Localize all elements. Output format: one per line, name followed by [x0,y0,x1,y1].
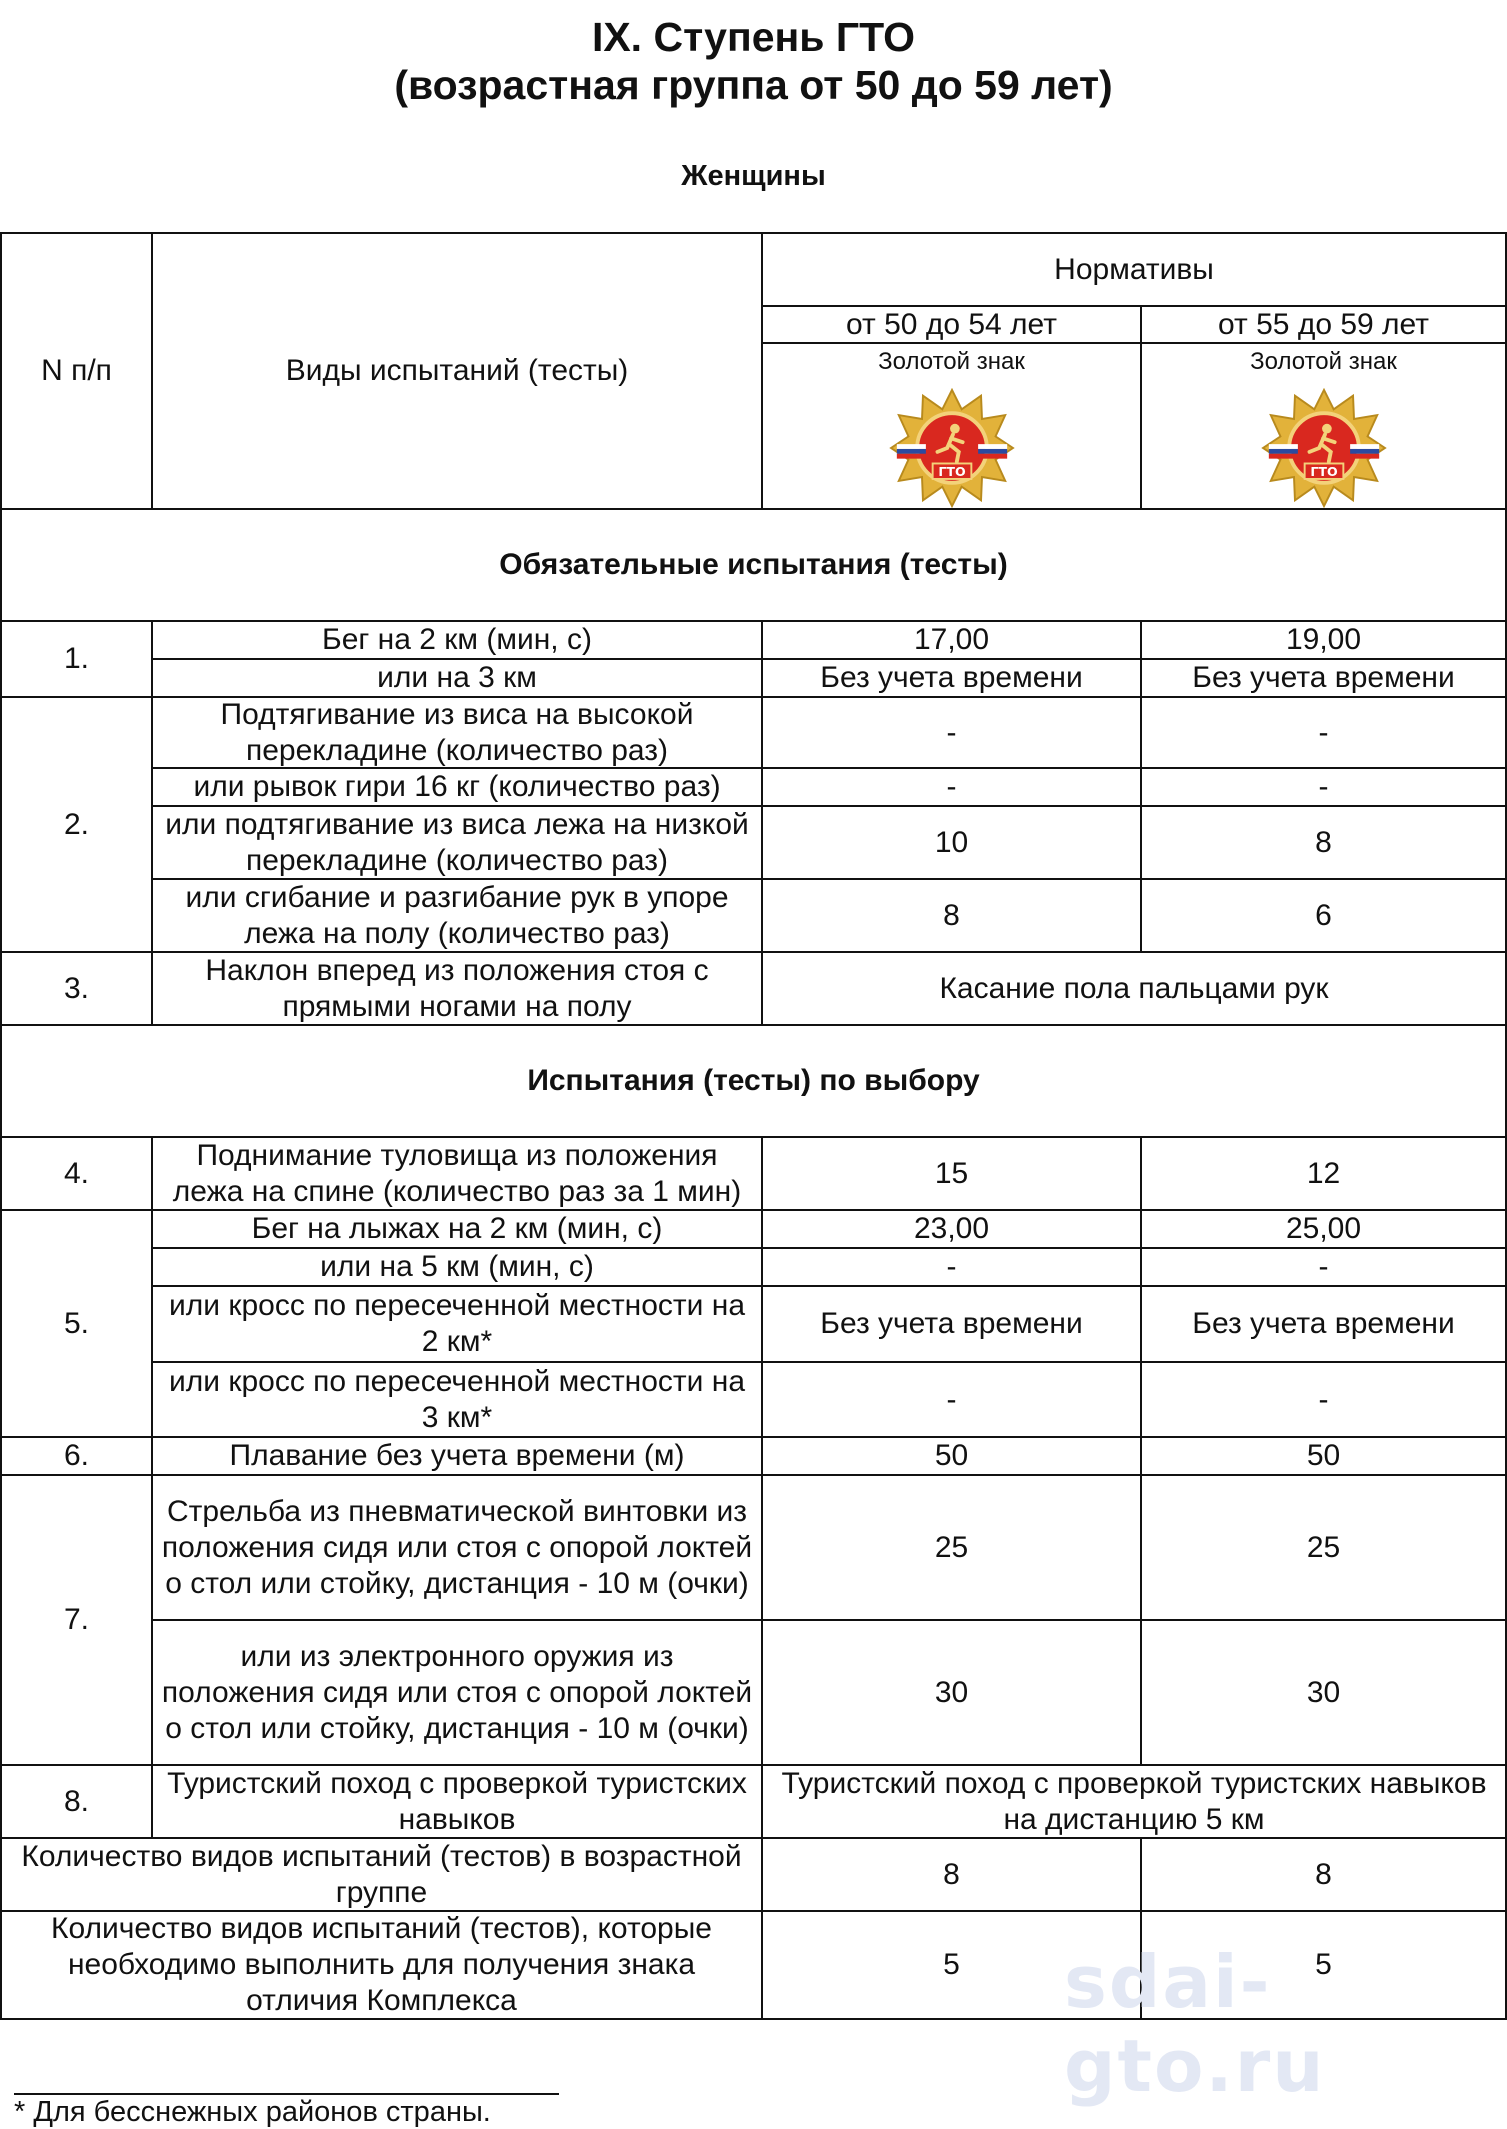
header-tests: Виды испытаний (тесты) [151,232,763,510]
footnote: * Для бесснежных районов страны. [14,2096,491,2128]
norm-value: 50 [1140,1436,1507,1476]
header-norms: Нормативы [761,232,1507,307]
norm-value: 12 [1140,1136,1507,1211]
test-label: Поднимание туловища из положения лежа на спине (количество раз за 1 мин) [151,1136,763,1211]
test-label: Туристский поход с проверкой туристских навыков [151,1764,763,1839]
norm-value: - [1140,696,1507,769]
row-num: 5. [0,1209,153,1438]
norm-value: - [1140,1247,1507,1287]
norm-value: - [761,1361,1142,1438]
norm-value: 25 [761,1474,1142,1621]
norm-value: - [1140,1361,1507,1438]
gto-gold-badge-icon [1259,388,1389,508]
summary-value: 8 [761,1837,1142,1912]
norm-value: 8 [761,878,1142,953]
norm-value: - [761,767,1142,807]
norm-value: 23,00 [761,1209,1142,1249]
norm-value: - [761,1247,1142,1287]
row-num: 6. [0,1436,153,1476]
watermark: sdai-gto.ru [1064,1940,1326,2108]
norm-value: - [1140,767,1507,807]
norm-value: Без учета времени [1140,1285,1507,1363]
award-label: Золотой знак [878,348,1025,375]
gto-gold-badge-icon [887,388,1017,508]
row-num: 4. [0,1136,153,1211]
norm-value: 25,00 [1140,1209,1507,1249]
test-label: или рывок гири 16 кг (количество раз) [151,767,763,807]
norm-value: Без учета времени [761,1285,1142,1363]
test-label: или сгибание и разгибание рук в упоре лежа на полу (количество раз) [151,878,763,953]
norm-value-merged: Касание пола пальцами рук [761,951,1507,1026]
summary-value: 5 [1140,1910,1507,2020]
summary-label: Количество видов испытаний (тестов), которые необходимо выполнить для получения знака отличия Комплекса [0,1910,763,2020]
section-optional: Испытания (тесты) по выбору [0,1024,1507,1138]
norm-value: 19,00 [1140,620,1507,660]
header-age-55-59: от 55 до 59 лет [1140,305,1507,344]
test-label: или подтягивание из виса лежа на низкой перекладине (количество раз) [151,805,763,880]
norm-value: Без учета времени [761,658,1142,698]
summary-value: 8 [1140,1837,1507,1912]
summary-label: Количество видов испытаний (тестов) в возрастной группе [0,1837,763,1912]
norm-value: 30 [1140,1619,1507,1766]
norm-value: 17,00 [761,620,1142,660]
norm-value: - [761,696,1142,769]
norm-value: 6 [1140,878,1507,953]
norm-value: 25 [1140,1474,1507,1621]
section-mandatory: Обязательные испытания (тесты) [0,508,1507,622]
row-num: 7. [0,1474,153,1766]
row-num: 1. [0,620,153,698]
test-label: или из электронного оружия из положения сидя или стоя с опорой локтей о стол или стойку, дистанция - 10 м (очки) [151,1619,763,1766]
test-label: или на 5 км (мин, с) [151,1247,763,1287]
page-title: IX. Ступень ГТО [591,14,916,60]
award-cell-55-59 [1140,342,1507,510]
header-num: N п/п [0,232,153,510]
row-num: 8. [0,1764,153,1839]
norm-value: 10 [761,805,1142,880]
test-label: Бег на лыжах на 2 км (мин, с) [151,1209,763,1249]
test-label: или на 3 км [151,658,763,698]
header-age-50-54: от 50 до 54 лет [761,305,1142,344]
row-num: 2. [0,696,153,953]
test-label: или кросс по пересеченной местности на 3 км* [151,1361,763,1438]
norm-value: 50 [761,1436,1142,1476]
test-label: Бег на 2 км (мин, с) [151,620,763,660]
row-num: 3. [0,951,153,1026]
badge-text: ГТО [1309,464,1338,480]
award-cell-50-54 [761,342,1142,510]
summary-value: 5 [761,1910,1142,2020]
norm-value: Без учета времени [1140,658,1507,698]
test-label: или кросс по пересеченной местности на 2 км* [151,1285,763,1363]
norm-value: 8 [1140,805,1507,880]
gender-subtitle: Женщины [681,160,826,192]
norm-value: 30 [761,1619,1142,1766]
page-title-age-group: (возрастная группа от 50 до 59 лет) [394,62,1113,108]
test-label: Плавание без учета времени (м) [151,1436,763,1476]
test-label: Наклон вперед из положения стоя с прямыми ногами на полу [151,951,763,1026]
badge-text: ГТО [937,464,966,480]
norm-value-merged: Туристский поход с проверкой туристских навыков на дистанцию 5 км [761,1764,1507,1839]
norm-value: 15 [761,1136,1142,1211]
award-label: Золотой знак [1250,348,1397,375]
test-label: Подтягивание из виса на высокой перекладине (количество раз) [151,696,763,769]
test-label: Стрельба из пневматической винтовки из положения сидя или стоя с опорой локтей о стол или стойку, дистанция - 10 м (очки) [151,1474,763,1621]
